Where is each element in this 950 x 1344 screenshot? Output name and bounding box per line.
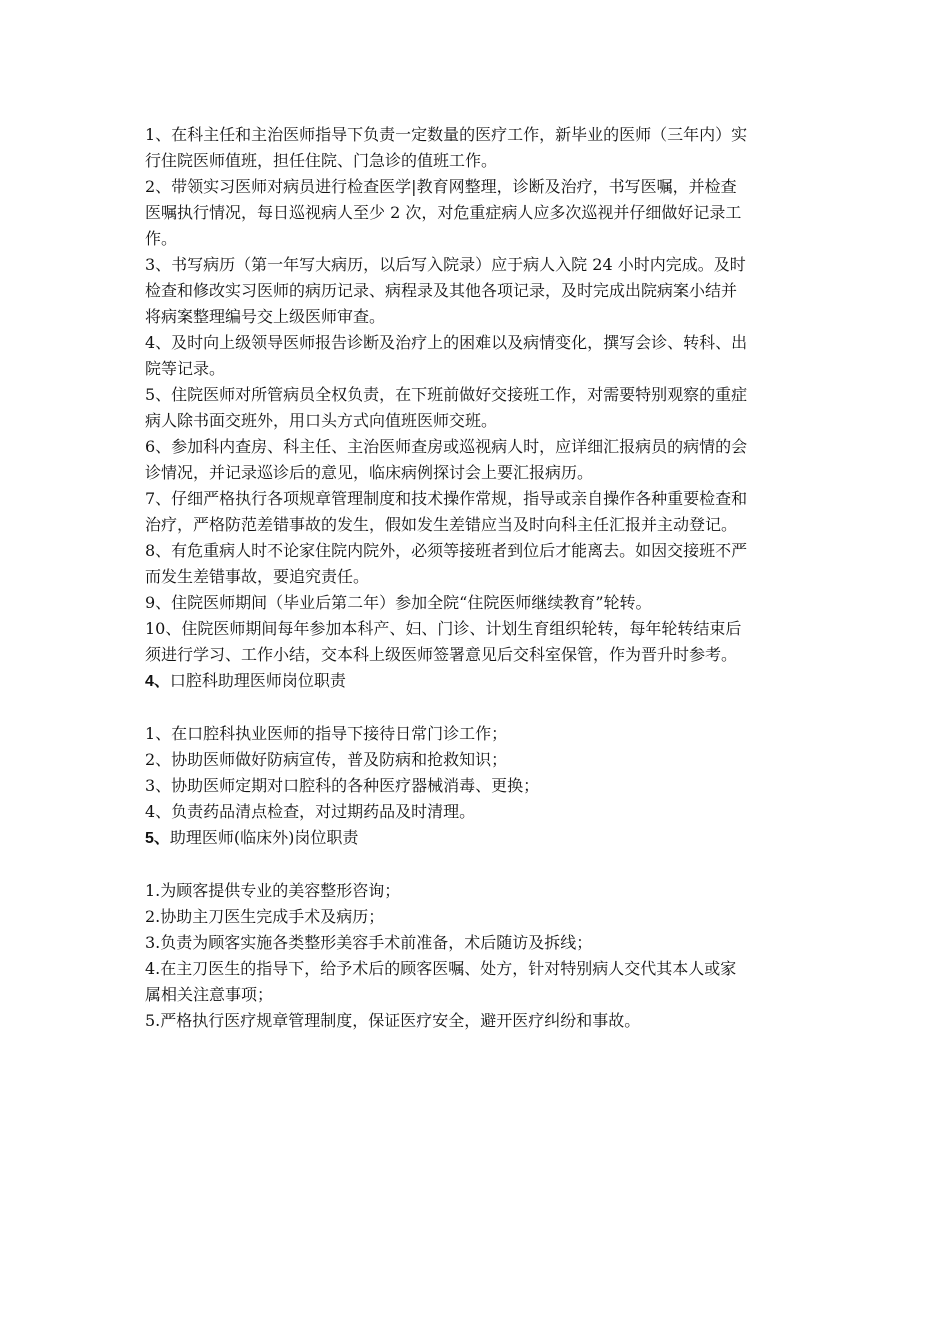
section-5-heading xyxy=(145,825,810,852)
text-line: 行住院医师值班，担任住院、门急诊的值班工作。 xyxy=(145,151,498,170)
text-line: 9、住院医师期间（毕业后第二年）参加全院“住院医师继续教育”轮转。 xyxy=(145,593,652,612)
text-line: 须进行学习、工作小结，交本科上级医师签署意见后交科室保管，作为晋升时参考。 xyxy=(145,645,738,664)
text-line: 1.为顾客提供专业的美容整形咨询； xyxy=(145,881,401,900)
text-line: 属相关注意事项； xyxy=(145,985,274,1004)
text-line: 医嘱执行情况，每日巡视病人至少 2 次，对危重症病人应多次巡视并仔细做好记录工 xyxy=(145,203,742,222)
text-line: 检查和修改实习医师的病历记录、病程录及其他各项记录，及时完成出院病案小结并 xyxy=(145,281,738,300)
section-3-duties xyxy=(145,122,810,668)
text-line: 4、及时向上级领导医师报告诊断及治疗上的困难以及病情变化，撰写会诊、转科、出 xyxy=(145,333,748,352)
text-line: 7、仔细严格执行各项规章管理制度和技术操作常规，指导或亲自操作各种重要检查和 xyxy=(145,489,748,508)
section-4-duties xyxy=(145,721,810,825)
blank-line xyxy=(145,852,810,878)
text-line: 6、参加科内查房、科主任、主治医师查房或巡视病人时，应详细汇报病员的病情的会 xyxy=(145,437,748,456)
text-line: 而发生差错事故，要追究责任。 xyxy=(145,567,370,586)
section-4-title: 口腔科助理医师岗位职责 xyxy=(169,671,346,690)
text-line: 治疗，严格防范差错事故的发生，假如发生差错应当及时向科主任汇报并主动登记。 xyxy=(145,515,738,534)
text-line: 3、书写病历（第一年写大病历，以后写入院录）应于病人入院 24 小时内完成。及时 xyxy=(145,255,746,274)
section-5-title: 助理医师(临床外)岗位职责 xyxy=(169,828,359,847)
text-line: 5.严格执行医疗规章管理制度，保证医疗安全，避开医疗纠纷和事故。 xyxy=(145,1011,641,1030)
text-line: 4、负责药品清点检查，对过期药品及时清理。 xyxy=(145,802,476,821)
text-line: 诊情况，并记录巡诊后的意见，临床病例探讨会上要汇报病历。 xyxy=(145,463,594,482)
text-line: 8、有危重病人时不论家住院内院外，必须等接班者到位后才能离去。如因交接班不严 xyxy=(145,541,748,560)
text-line: 3、协助医师定期对口腔科的各种医疗器械消毒、更换； xyxy=(145,776,540,795)
section-5-duties xyxy=(145,878,810,1034)
text-line: 10、住院医师期间每年参加本科产、妇、门诊、计划生育组织轮转，每年轮转结束后 xyxy=(145,619,742,638)
blank-line xyxy=(145,695,810,721)
text-line: 1、在科主任和主治医师指导下负责一定数量的医疗工作，新毕业的医师（三年内）实 xyxy=(145,125,748,144)
text-line: 作。 xyxy=(145,229,178,248)
text-line: 4.在主刀医生的指导下，给予术后的顾客医嘱、处方，针对特别病人交代其本人或家 xyxy=(145,959,737,978)
section-4-number: 4、 xyxy=(145,673,170,690)
text-line: 2、带领实习医师对病员进行检查医学|教育网整理，诊断及治疗，书写医嘱，并检查 xyxy=(145,177,737,196)
text-line: 病人除书面交班外，用口头方式向值班医师交班。 xyxy=(145,411,498,430)
text-line: 院等记录。 xyxy=(145,359,226,378)
section-4-heading xyxy=(145,668,810,695)
section-5-number: 5、 xyxy=(145,830,170,847)
text-line: 将病案整理编号交上级医师审查。 xyxy=(145,307,386,326)
text-line: 2.协助主刀医生完成手术及病历； xyxy=(145,907,385,926)
text-line: 1、在口腔科执业医师的指导下接待日常门诊工作； xyxy=(145,724,508,743)
text-line: 3.负责为顾客实施各类整形美容手术前准备，术后随访及拆线； xyxy=(145,933,593,952)
text-line: 5、住院医师对所管病员全权负责，在下班前做好交接班工作，对需要特别观察的重症 xyxy=(145,385,748,404)
document-body xyxy=(145,122,810,1034)
text-line: 2、协助医师做好防病宣传，普及防病和抢救知识； xyxy=(145,750,508,769)
